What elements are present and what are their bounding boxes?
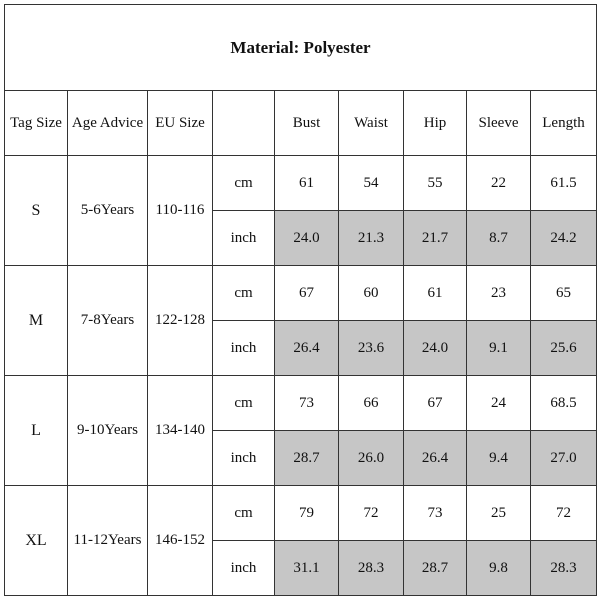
measure-cm-cell: 61 bbox=[404, 266, 467, 321]
eu-size-cell: 134-140 bbox=[148, 376, 213, 486]
measure-inch-cell: 24.0 bbox=[404, 321, 467, 376]
measure-cm-cell: 68.5 bbox=[531, 376, 597, 431]
eu-size-cell: 110-116 bbox=[148, 156, 213, 266]
measure-inch-cell: 26.4 bbox=[404, 431, 467, 486]
measure-inch-cell: 26.0 bbox=[339, 431, 404, 486]
header-waist: Waist bbox=[339, 91, 404, 156]
measure-cm-cell: 72 bbox=[339, 486, 404, 541]
measure-inch-cell: 31.1 bbox=[275, 541, 339, 596]
measure-inch-cell: 26.4 bbox=[275, 321, 339, 376]
tag-size-cell: XL bbox=[5, 486, 68, 596]
measure-inch-cell: 24.2 bbox=[531, 211, 597, 266]
age-advice-cell: 9-10Years bbox=[68, 376, 148, 486]
measure-cm-cell: 24 bbox=[467, 376, 531, 431]
measure-inch-cell: 9.8 bbox=[467, 541, 531, 596]
table-row-s-cm bbox=[5, 156, 597, 211]
header-bust: Bust bbox=[275, 91, 339, 156]
measure-inch-cell: 9.4 bbox=[467, 431, 531, 486]
measure-cm-cell: 73 bbox=[275, 376, 339, 431]
tag-size-cell: S bbox=[5, 156, 68, 266]
table-row-l-cm bbox=[5, 376, 597, 431]
age-advice-cell: 11-12Years bbox=[68, 486, 148, 596]
age-advice-cell: 7-8Years bbox=[68, 266, 148, 376]
header-row bbox=[5, 91, 597, 156]
measure-cm-cell: 72 bbox=[531, 486, 597, 541]
size-rows bbox=[5, 156, 597, 596]
eu-size-cell: 146-152 bbox=[148, 486, 213, 596]
measure-inch-cell: 28.7 bbox=[275, 431, 339, 486]
age-advice-cell: 5-6Years bbox=[68, 156, 148, 266]
unit-cm-cell: cm bbox=[213, 156, 275, 211]
header-sleeve: Sleeve bbox=[467, 91, 531, 156]
size-chart-table bbox=[4, 4, 597, 596]
measure-inch-cell: 21.7 bbox=[404, 211, 467, 266]
measure-cm-cell: 79 bbox=[275, 486, 339, 541]
measure-inch-cell: 28.3 bbox=[531, 541, 597, 596]
measure-cm-cell: 65 bbox=[531, 266, 597, 321]
measure-cm-cell: 54 bbox=[339, 156, 404, 211]
measure-cm-cell: 55 bbox=[404, 156, 467, 211]
unit-cm-cell: cm bbox=[213, 486, 275, 541]
header-age-advice: Age Advice bbox=[68, 91, 148, 156]
measure-cm-cell: 66 bbox=[339, 376, 404, 431]
unit-cm-cell: cm bbox=[213, 376, 275, 431]
table-row-m-cm bbox=[5, 266, 597, 321]
tag-size-cell: L bbox=[5, 376, 68, 486]
header-unit bbox=[213, 91, 275, 156]
unit-inch-cell: inch bbox=[213, 431, 275, 486]
measure-inch-cell: 23.6 bbox=[339, 321, 404, 376]
measure-cm-cell: 25 bbox=[467, 486, 531, 541]
measure-inch-cell: 8.7 bbox=[467, 211, 531, 266]
measure-cm-cell: 23 bbox=[467, 266, 531, 321]
measure-inch-cell: 27.0 bbox=[531, 431, 597, 486]
unit-cm-cell: cm bbox=[213, 266, 275, 321]
measure-inch-cell: 9.1 bbox=[467, 321, 531, 376]
eu-size-cell: 122-128 bbox=[148, 266, 213, 376]
tag-size-cell: M bbox=[5, 266, 68, 376]
measure-cm-cell: 67 bbox=[404, 376, 467, 431]
measure-inch-cell: 25.6 bbox=[531, 321, 597, 376]
measure-cm-cell: 67 bbox=[275, 266, 339, 321]
measure-cm-cell: 22 bbox=[467, 156, 531, 211]
table-row-xl-cm bbox=[5, 486, 597, 541]
header-tag-size: Tag Size bbox=[5, 91, 68, 156]
measure-cm-cell: 61 bbox=[275, 156, 339, 211]
measure-cm-cell: 60 bbox=[339, 266, 404, 321]
header-hip: Hip bbox=[404, 91, 467, 156]
material-title: Material: Polyester bbox=[5, 5, 597, 91]
measure-inch-cell: 28.7 bbox=[404, 541, 467, 596]
unit-inch-cell: inch bbox=[213, 211, 275, 266]
measure-cm-cell: 73 bbox=[404, 486, 467, 541]
unit-inch-cell: inch bbox=[213, 321, 275, 376]
title-row bbox=[5, 5, 597, 91]
measure-cm-cell: 61.5 bbox=[531, 156, 597, 211]
header-eu-size: EU Size bbox=[148, 91, 213, 156]
measure-inch-cell: 21.3 bbox=[339, 211, 404, 266]
measure-inch-cell: 24.0 bbox=[275, 211, 339, 266]
unit-inch-cell: inch bbox=[213, 541, 275, 596]
header-length: Length bbox=[531, 91, 597, 156]
measure-inch-cell: 28.3 bbox=[339, 541, 404, 596]
